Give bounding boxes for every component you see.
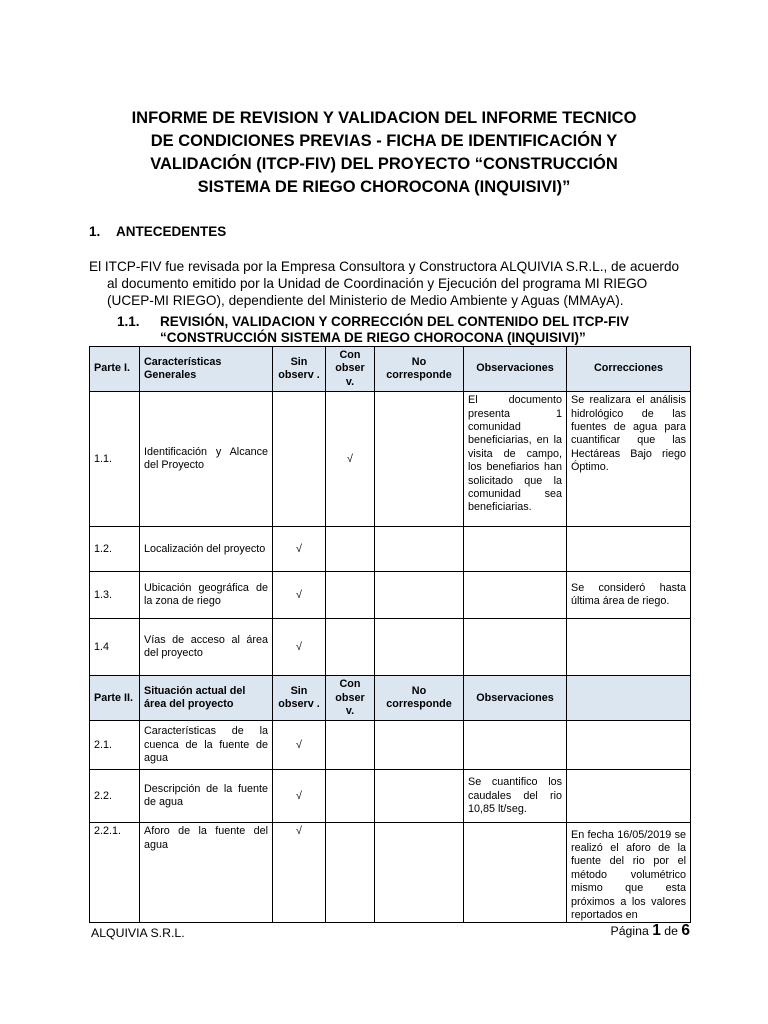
header-cell: Parte I. <box>90 347 140 392</box>
section-number: 1. <box>89 224 101 239</box>
header-cell: Con obser v. <box>326 676 375 721</box>
row-description: Vías de acceso al área del proyecto <box>140 619 273 676</box>
page-of-label: de <box>664 924 678 938</box>
row-number: 2.1. <box>90 721 140 770</box>
check-sin-observ: √ <box>273 770 326 823</box>
row-description: Características de la cuenca de la fuente de agua <box>140 721 273 770</box>
correcciones-cell <box>567 619 691 676</box>
header-cell <box>567 676 691 721</box>
check-con-observ <box>326 770 375 823</box>
table-header-part2 <box>90 676 691 721</box>
title-line: SISTEMA DE RIEGO CHOROCONA (INQUISIVI)” <box>197 178 571 196</box>
review-table <box>89 346 691 923</box>
header-cell: No corresponde <box>375 347 464 392</box>
title-line: DE CONDICIONES PREVIAS - FICHA DE IDENTIFICACIÓN Y <box>150 132 618 150</box>
check-no-corresponde <box>375 527 464 572</box>
check-con-observ <box>326 527 375 572</box>
observaciones-cell: El documento presenta 1 comunidad beneficiarias, en la visita de campo, los benefiarios han solicitado que la comunidad sea beneficiarias. <box>464 392 567 527</box>
footer-page-number <box>611 922 691 940</box>
row-number: 1.1. <box>90 392 140 527</box>
header-cell: Observaciones <box>464 676 567 721</box>
correcciones-cell <box>567 770 691 823</box>
correcciones-cell: Se consideró hasta última área de riego. <box>567 572 691 619</box>
check-no-corresponde <box>375 721 464 770</box>
section-title: ANTECEDENTES <box>116 224 227 239</box>
check-con-observ <box>326 619 375 676</box>
paragraph-line: El ITCP-FIV fue revisada por la Empresa Consultora y Constructora ALQUIVIA S.R.L., de acuerdo <box>89 259 680 274</box>
antecedentes-paragraph <box>89 258 696 309</box>
header-cell: Situación actual del área del proyecto <box>140 676 273 721</box>
table-row <box>90 527 691 572</box>
row-number: 1.2. <box>90 527 140 572</box>
header-cell: Observaciones <box>464 347 567 392</box>
header-cell: Con obser v. <box>326 347 375 392</box>
row-description: Ubicación geográfica de la zona de riego <box>140 572 273 619</box>
subsection-title-line: REVISIÓN, VALIDACION Y CORRECCIÓN DEL CONTENIDO DEL ITCP-FIV <box>160 314 630 329</box>
paragraph-line: al documento emitido por la Unidad de Coordinación y Ejecución del programa MI RIEGO <box>107 276 648 291</box>
check-sin-observ: √ <box>273 721 326 770</box>
header-cell: Correcciones <box>567 347 691 392</box>
title-line: INFORME DE REVISION Y VALIDACION DEL INFORME TECNICO <box>131 109 637 127</box>
page-current: 1 <box>652 922 661 939</box>
row-description: Descripción de la fuente de agua <box>140 770 273 823</box>
subsection-heading <box>117 314 629 346</box>
check-con-observ: √ <box>326 392 375 527</box>
table-row <box>90 392 691 527</box>
check-con-observ <box>326 572 375 619</box>
header-cell: Sin observ . <box>273 347 326 392</box>
correcciones-cell <box>567 527 691 572</box>
subsection-number: 1.1. <box>117 314 140 329</box>
check-sin-observ: √ <box>273 823 326 923</box>
check-sin-observ: √ <box>273 619 326 676</box>
observaciones-cell <box>464 721 567 770</box>
check-no-corresponde <box>375 572 464 619</box>
table-row <box>90 823 691 923</box>
observaciones-cell <box>464 619 567 676</box>
table-row <box>90 721 691 770</box>
check-con-observ <box>326 823 375 923</box>
observaciones-cell <box>464 823 567 923</box>
document-title <box>100 107 668 199</box>
check-con-observ <box>326 721 375 770</box>
check-no-corresponde <box>375 619 464 676</box>
check-sin-observ: √ <box>273 572 326 619</box>
check-no-corresponde <box>375 392 464 527</box>
row-number: 1.4 <box>90 619 140 676</box>
check-sin-observ: √ <box>273 527 326 572</box>
row-description: Aforo de la fuente del agua <box>140 823 273 923</box>
title-line: VALIDACIÓN (ITCP-FIV) DEL PROYECTO “CONSTRUCCIÓN <box>150 155 618 173</box>
row-number: 2.2. <box>90 770 140 823</box>
row-description: Identificación y Alcance del Proyecto <box>140 392 273 527</box>
subsection-title-line: “CONSTRUCCIÓN SISTEMA DE RIEGO CHOROCONA (INQUISIVI)” <box>160 330 586 345</box>
table-row <box>90 572 691 619</box>
correcciones-cell: Se realizara el análisis hidrológico de las fuentes de agua para cuantificar que las Hectáreas Bajo riego Óptimo. <box>567 392 691 527</box>
page-total: 6 <box>681 922 690 939</box>
observaciones-cell <box>464 527 567 572</box>
correcciones-cell: En fecha 16/05/2019 se realizó el aforo de la fuente del rio por el método volumétrico mismo que esta próximos a los valores reportados en <box>567 823 691 923</box>
header-cell: No corresponde <box>375 676 464 721</box>
check-no-corresponde <box>375 770 464 823</box>
header-cell: Sin observ . <box>273 676 326 721</box>
observaciones-cell: Se cuantifico los caudales del rio 10,85 lt/seg. <box>464 770 567 823</box>
observaciones-cell <box>464 572 567 619</box>
row-number: 1.3. <box>90 572 140 619</box>
check-no-corresponde <box>375 823 464 923</box>
header-cell: Parte II. <box>90 676 140 721</box>
table-header-part1 <box>90 347 691 392</box>
section-heading-antecedentes <box>89 224 226 239</box>
page-label: Página <box>610 924 649 938</box>
table-row <box>90 770 691 823</box>
check-sin-observ <box>273 392 326 527</box>
correcciones-cell <box>567 721 691 770</box>
header-cell: Características Generales <box>140 347 273 392</box>
table-row <box>90 619 691 676</box>
row-number: 2.2.1. <box>90 823 140 923</box>
paragraph-line: (UCEP-MI RIEGO), dependiente del Ministerio de Medio Ambiente y Aguas (MMAyA). <box>107 293 624 308</box>
row-description: Localización del proyecto <box>140 527 273 572</box>
footer-company: ALQUIVIA S.R.L. <box>91 926 185 940</box>
